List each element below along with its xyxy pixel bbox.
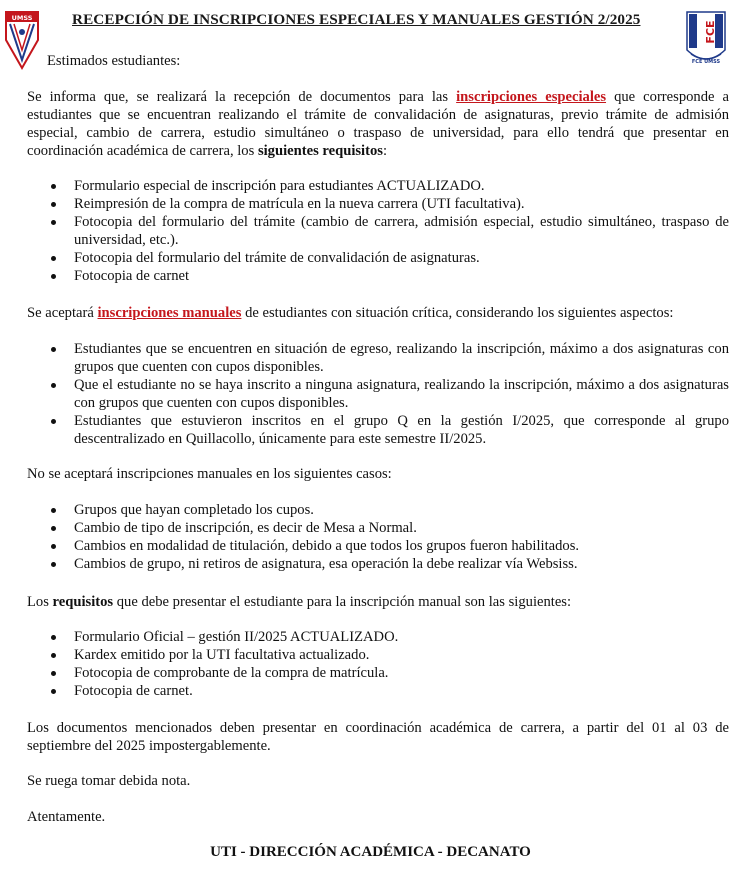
intro-paragraph <box>27 88 729 160</box>
bullet <box>51 383 56 388</box>
bullet <box>51 184 56 189</box>
fce-logo <box>683 10 729 68</box>
list-item: Reimpresión de la compra de matrícula en la nueva carrera (UTI facultativa). <box>27 195 729 213</box>
bullet <box>51 689 56 694</box>
bullet <box>51 544 56 549</box>
bullet <box>51 220 56 225</box>
bullet <box>51 274 56 279</box>
list-item: Fotocopia de carnet. <box>27 682 729 700</box>
sign-off: Atentamente. <box>27 809 106 825</box>
special-requirements-list <box>27 177 729 285</box>
bullet <box>51 508 56 513</box>
intro-text: que corresponde a estudiantes que se encuentran realizando el trámite de convalidación de asignaturas, previo trámite de admisión especial, cambio de carrera, estudio simultáneo o traspaso de universidad, para ello tendrá que presentar en coordinación académica de carrera, los <box>27 89 729 159</box>
manual-inscriptions-highlight: inscripciones manuales <box>97 305 242 321</box>
manual-requirements-intro: Los requisitos que debe presentar el estudiante para la inscripción manual son las siguientes: <box>27 594 572 610</box>
page-title: RECEPCIÓN DE INSCRIPCIONES ESPECIALES Y MANUALES GESTIÓN 2/2025 <box>72 11 641 28</box>
special-inscriptions-highlight: inscripciones especiales <box>456 89 607 105</box>
svg-text:UMSS: UMSS <box>11 14 33 22</box>
intro-text: : <box>382 143 388 159</box>
bullet <box>51 653 56 658</box>
svg-text:FCE: FCE <box>704 20 717 44</box>
svg-text:FCE UMSS: FCE UMSS <box>691 59 721 65</box>
list-item: Estudiantes que se encuentren en situación de egreso, realizando la inscripción, máximo a dos asignaturas con grupos que cuenten con cupos disponibles. <box>27 340 729 376</box>
list-item: Que el estudiante no se haya inscrito a ninguna asignatura, realizando la inscripción, máximo a dos asignaturas con grupos que cuenten con cupos disponibles. <box>27 376 729 412</box>
bullet <box>51 202 56 207</box>
list-item: Fotocopia del formulario del trámite de convalidación de asignaturas. <box>27 249 729 267</box>
list-item: Formulario especial de inscripción para estudiantes ACTUALIZADO. <box>27 177 729 195</box>
note: Se ruega tomar debida nota. <box>27 773 191 789</box>
list-item: Cambio de tipo de inscripción, es decir de Mesa a Normal. <box>27 519 729 537</box>
list-item: Cambios en modalidad de titulación, debido a que todos los grupos fueron habilitados. <box>27 537 729 555</box>
list-item: Kardex emitido por la UTI facultativa actualizado. <box>27 646 729 664</box>
list-item: Fotocopia del formulario del trámite (cambio de carrera, admisión especial, estudio simultáneo, traspaso de universidad, etc.). <box>27 213 729 249</box>
bullet <box>51 526 56 531</box>
intro-text: Se informa que, se realizará la recepción de documentos para las <box>27 89 457 105</box>
manual-requirements-list <box>27 628 729 700</box>
closing-paragraph: Los documentos mencionados deben presentar en coordinación académica de carrera, a partir del 01 al 03 de septiembre del 2025 impostergablemente. <box>27 720 729 754</box>
bullet <box>51 635 56 640</box>
requisitos-bold: requisitos <box>52 594 114 610</box>
footer-signature: UTI - DIRECCIÓN ACADÉMICA - DECANATO <box>210 844 531 860</box>
bullet <box>51 562 56 567</box>
list-item: Grupos que hayan completado los cupos. <box>27 501 729 519</box>
list-item: Fotocopia de comprobante de la compra de matrícula. <box>27 664 729 682</box>
manual-aspects-list <box>27 340 729 448</box>
manual-intro-paragraph: Se aceptará inscripciones manuales de estudiantes con situación crítica, considerando los siguientes aspectos: <box>27 305 674 321</box>
list-item: Formulario Oficial – gestión II/2025 ACTUALIZADO. <box>27 628 729 646</box>
not-accepted-list <box>27 501 729 573</box>
bullet <box>51 256 56 261</box>
list-item: Estudiantes que estuvieron inscritos en el grupo Q en la gestión I/2025, que corresponde al grupo descentralizado en Quillacollo, únicamente para este semestre II/2025. <box>27 412 729 448</box>
not-accepted-intro: No se aceptará inscripciones manuales en los siguientes casos: <box>27 466 392 482</box>
list-item: Fotocopia de carnet <box>27 267 729 285</box>
greeting: Estimados estudiantes: <box>47 53 181 69</box>
umss-logo <box>4 10 40 72</box>
bullet <box>51 419 56 424</box>
bullet <box>51 347 56 352</box>
list-item: Cambios de grupo, ni retiros de asignatura, esa operación la debe realizar vía Websiss. <box>27 555 729 573</box>
bullet <box>51 671 56 676</box>
requirements-bold: siguientes requisitos <box>257 143 383 159</box>
